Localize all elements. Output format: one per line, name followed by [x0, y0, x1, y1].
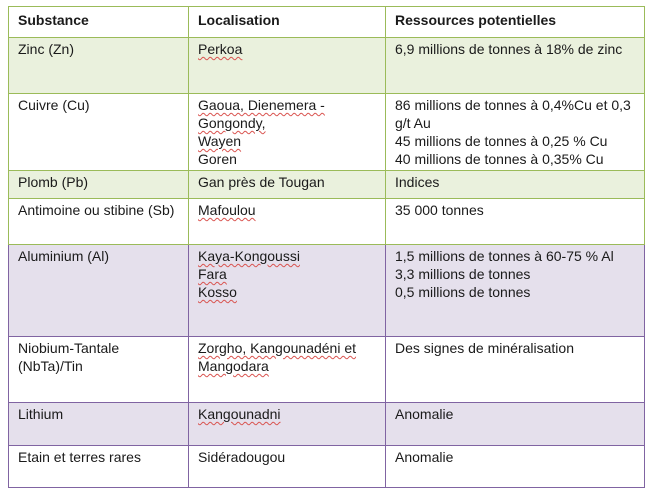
table-row [9, 94, 645, 171]
table-row [9, 446, 645, 488]
cell-ressources [386, 94, 645, 171]
cell-substance: Lithium [9, 403, 189, 446]
localisation-line: Sidéradougou [198, 449, 286, 465]
ressources-line: 0,5 millions de tonnes [395, 284, 531, 300]
cell-localisation [189, 94, 386, 171]
ressources-line: 1,5 millions de tonnes à 60-75 % Al [395, 248, 614, 264]
cell-localisation [189, 403, 386, 446]
ressources-line: 3,3 millions de tonnes [395, 266, 531, 282]
localisation-line: Mafoulou [198, 202, 256, 218]
cell-ressources [386, 171, 645, 199]
ressources-line: 35 000 tonnes [395, 202, 484, 218]
cell-substance: Niobium-Tantale (NbTa)/Tin [9, 337, 189, 403]
table-row [9, 403, 645, 446]
cell-localisation [189, 245, 386, 337]
cell-ressources [386, 38, 645, 94]
cell-substance: Plomb (Pb) [9, 171, 189, 199]
localisation-line: Goren [198, 151, 237, 167]
header-substance: Substance [9, 7, 189, 38]
localisation-line: Kosso [198, 284, 237, 300]
cell-ressources [386, 245, 645, 337]
cell-ressources [386, 199, 645, 245]
localisation-line: Zorgho, Kangounadéni et Mangodara [198, 340, 357, 374]
ressources-line: 86 millions de tonnes à 0,4%Cu et 0,3 g/t Au [395, 97, 631, 131]
table-row [9, 38, 645, 94]
cell-substance: Aluminium (Al) [9, 245, 189, 337]
localisation-line: Fara [198, 266, 227, 282]
ressources-line: 45 millions de tonnes à 0,25 % Cu [395, 133, 608, 149]
cell-ressources [386, 446, 645, 488]
localisation-line: Gan près de Tougan [198, 174, 325, 190]
localisation-line: Kangounadni [198, 406, 281, 422]
ressources-line: Des signes de minéralisation [395, 340, 574, 356]
header-ressources: Ressources potentielles [386, 7, 645, 38]
localisation-line: Kaya-Kongoussi [198, 248, 300, 264]
cell-localisation [189, 337, 386, 403]
ressources-line: 40 millions de tonnes à 0,35% Cu [395, 151, 604, 167]
cell-localisation [189, 171, 386, 199]
header-localisation: Localisation [189, 7, 386, 38]
cell-substance: Zinc (Zn) [9, 38, 189, 94]
table-row [9, 337, 645, 403]
table-row [9, 245, 645, 337]
cell-localisation [189, 446, 386, 488]
ressources-line: Indices [395, 174, 440, 190]
resources-table [8, 6, 645, 488]
cell-ressources [386, 337, 645, 403]
cell-substance: Etain et terres rares [9, 446, 189, 488]
localisation-line: Gaoua, Dienemera - Gongondy, [198, 97, 325, 131]
localisation-line: Wayen [198, 133, 242, 149]
table-row [9, 199, 645, 245]
ressources-line: Anomalie [395, 449, 454, 465]
ressources-line: 6,9 millions de tonnes à 18% de zinc [395, 41, 623, 57]
cell-localisation [189, 199, 386, 245]
cell-ressources [386, 403, 645, 446]
header-row [9, 7, 645, 38]
cell-substance: Cuivre (Cu) [9, 94, 189, 171]
ressources-line: Anomalie [395, 406, 454, 422]
table-row [9, 171, 645, 199]
cell-substance: Antimoine ou stibine (Sb) [9, 199, 189, 245]
cell-localisation [189, 38, 386, 94]
localisation-line: Perkoa [198, 41, 243, 57]
